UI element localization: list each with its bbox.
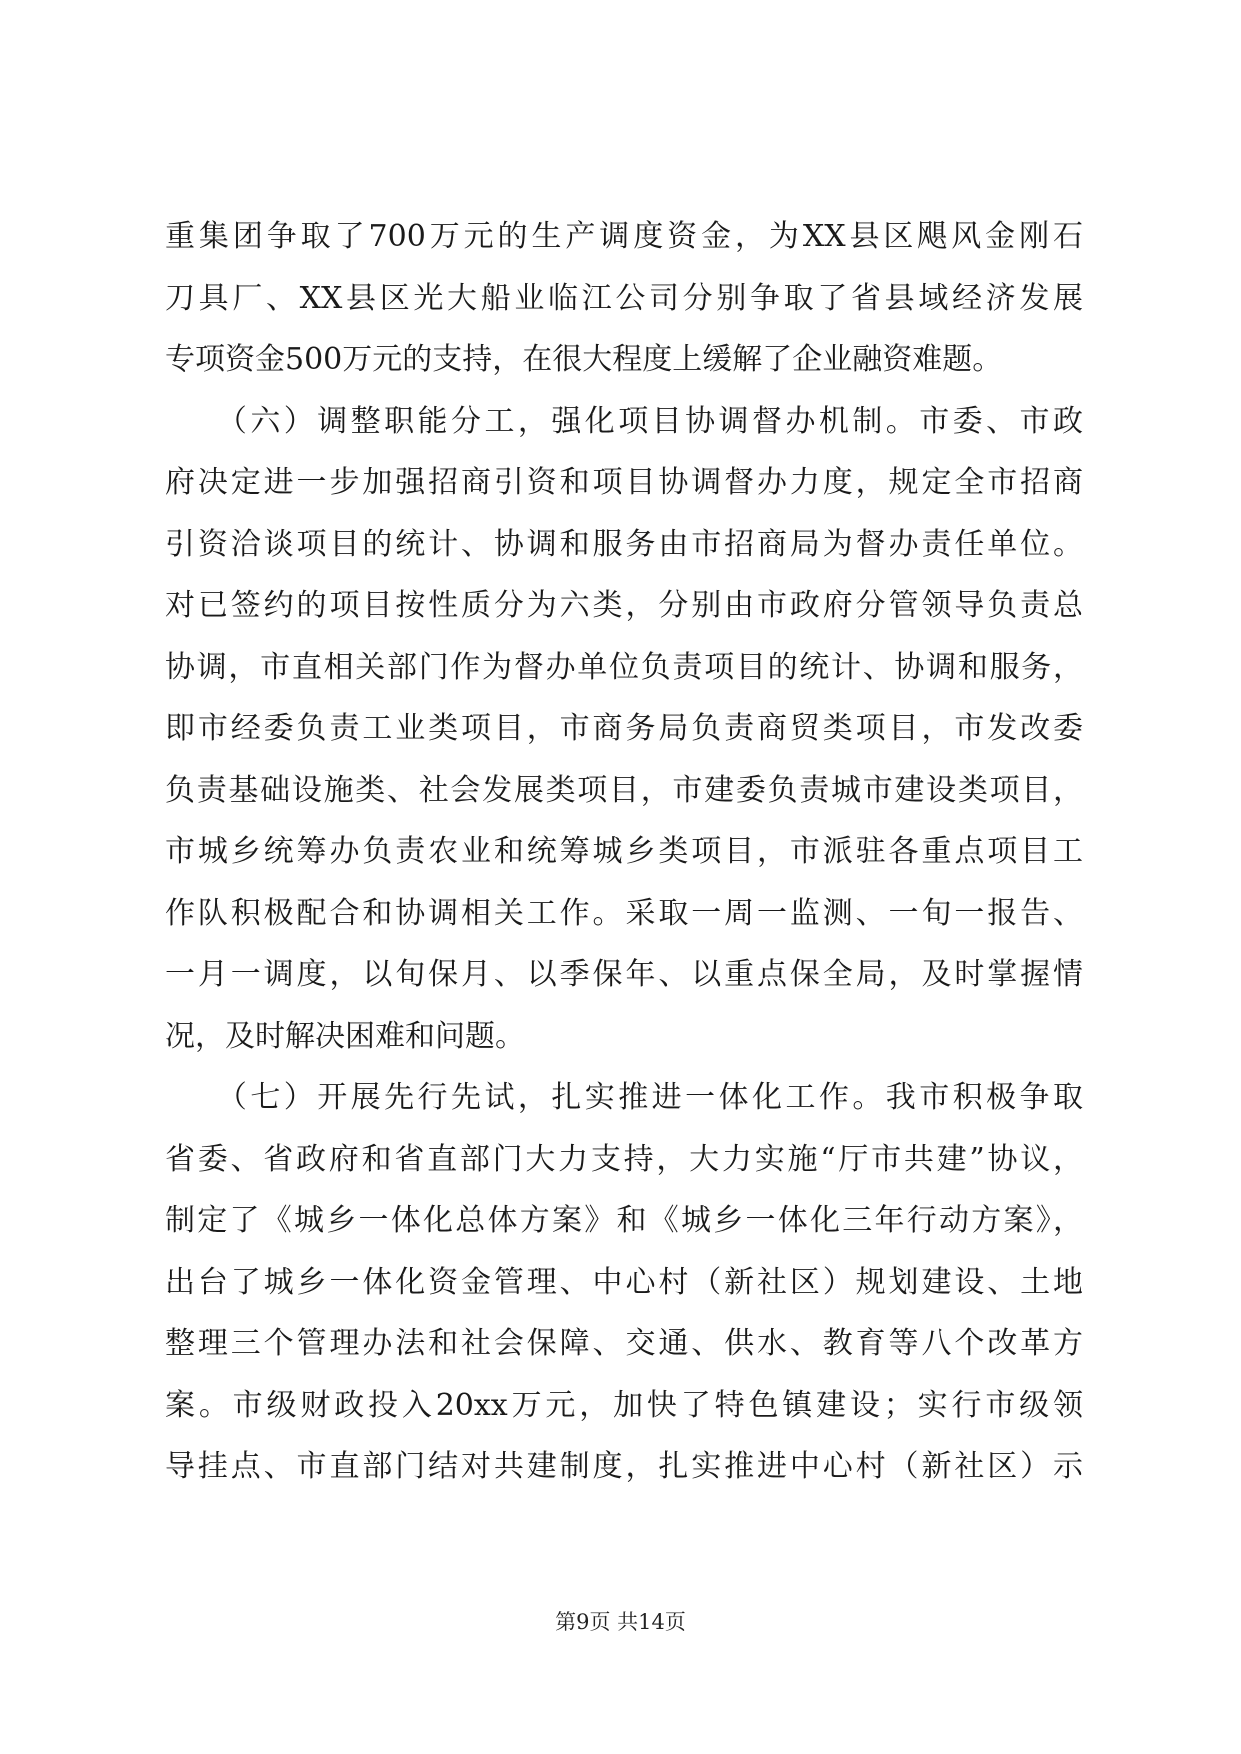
text-line: 制定了《城乡一体化总体方案》和《城乡一体化三年行动方案》， (165, 1203, 1083, 1238)
text-line: 专项资金500万元的支持，在很大程度上缓解了企业融资难题。 (165, 342, 1003, 377)
page-number: 第9页 共14页 (555, 1610, 686, 1634)
text-line: 重集团争取了700万元的生产调度资金，为XX县区飓风金刚石 (165, 219, 1083, 254)
text-line: （七）开展先行先试，扎实推进一体化工作。我市积极争取 (165, 1080, 1083, 1115)
text-line: （六）调整职能分工，强化项目协调督办机制。市委、市政 (165, 403, 1083, 439)
text-line: 案。市级财政投入20xx万元，加快了特色镇建设；实行市级领 (165, 1387, 1083, 1423)
text-line: 负责基础设施类、社会发展类项目，市建委负责城市建设类项目， (165, 772, 1083, 808)
text-line: 导挂点、市直部门结对共建制度，扎实推进中心村（新社区）示 (165, 1449, 1083, 1484)
text-line: 作队积极配合和协调相关工作。采取一周一监测、一旬一报告、 (165, 895, 1083, 931)
text-line: 协调，市直相关部门作为督办单位负责项目的统计、协调和服务， (165, 649, 1083, 685)
text-line: 市城乡统筹办负责农业和统筹城乡类项目，市派驻各重点项目工 (165, 834, 1083, 869)
text-line: 况，及时解决困难和问题。 (165, 1018, 525, 1054)
body-text (165, 206, 1083, 1498)
text-line: 刀具厂、XX县区光大船业临江公司分别争取了省县域经济发展 (165, 280, 1083, 316)
text-line: 即市经委负责工业类项目，市商务局负责商贸类项目，市发改委 (165, 711, 1083, 746)
text-line: 省委、省政府和省直部门大力支持，大力实施“厅市共建”协议， (165, 1141, 1083, 1177)
text-line: 出台了城乡一体化资金管理、中心村（新社区）规划建设、土地 (165, 1264, 1083, 1300)
text-line: 一月一调度，以旬保月、以季保年、以重点保全局，及时掌握情 (165, 957, 1083, 992)
text-line: 对已签约的项目按性质分为六类，分别由市政府分管领导负责总 (165, 588, 1083, 623)
text-line: 整理三个管理办法和社会保障、交通、供水、教育等八个改革方 (165, 1326, 1083, 1361)
text-line: 引资洽谈项目的统计、协调和服务由市招商局为督办责任单位。 (165, 526, 1083, 562)
text-line: 府决定进一步加强招商引资和项目协调督办力度，规定全市招商 (165, 465, 1083, 500)
